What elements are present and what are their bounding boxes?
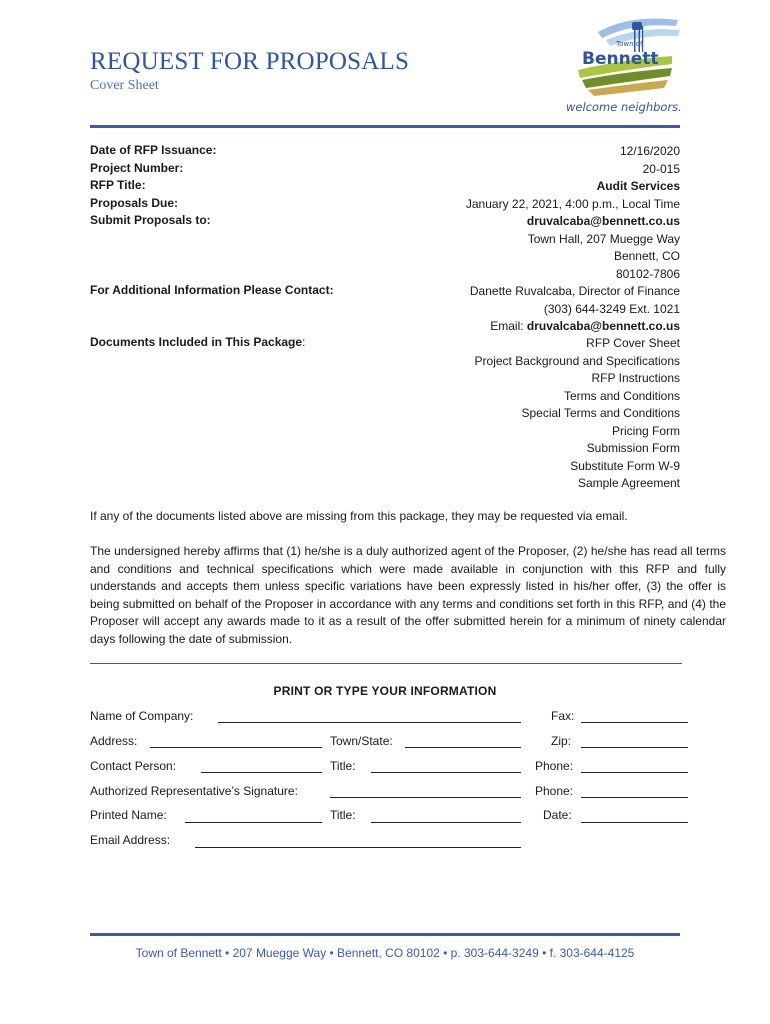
- title-label-1: Title:: [330, 759, 356, 773]
- document-item: Sample Agreement: [577, 476, 680, 490]
- document-item: Submission Form: [586, 441, 680, 455]
- contact-phone: (303) 644-3249 Ext. 1021: [543, 301, 680, 316]
- town-state-field[interactable]: [405, 747, 521, 748]
- document-subtitle: Cover Sheet: [90, 78, 159, 93]
- contact-person-label: Contact Person:: [90, 759, 177, 773]
- document-item: Project Background and Specifications: [474, 353, 680, 368]
- phone-field-1[interactable]: [581, 772, 688, 773]
- date-label-field: Date:: [543, 808, 572, 822]
- project-number-label: Project Number:: [90, 160, 184, 175]
- contact-name: Danette Ruvalcaba, Director of Finance: [469, 284, 680, 298]
- date-field[interactable]: [581, 822, 688, 823]
- document-title: REQUEST FOR PROPOSALS: [90, 48, 410, 75]
- signature-field[interactable]: [330, 797, 521, 798]
- document-item: Special Terms and Conditions: [521, 406, 680, 420]
- contact-email-link[interactable]: druvalcaba@bennett.co.us: [526, 319, 680, 333]
- rfp-title-value: Audit Services: [596, 179, 680, 193]
- documents-label-text: Documents Included in This Package: [90, 335, 303, 349]
- contact-email-prefix: Email:: [490, 319, 527, 333]
- logo-tagline: welcome neighbors.: [566, 100, 682, 114]
- missing-documents-notice: If any of the documents listed above are missing from this package, they may be requested via email.: [90, 509, 628, 523]
- document-item: Pricing Form: [611, 423, 680, 438]
- submit-address-line-2: Bennett, CO: [613, 249, 680, 263]
- submit-to-label: Submit Proposals to:: [90, 213, 211, 227]
- title-label-2: Title:: [330, 808, 356, 822]
- zip-label: Zip:: [551, 734, 572, 748]
- document-item: Substitute Form W-9: [570, 458, 680, 473]
- name-of-company-field[interactable]: [218, 722, 521, 723]
- submit-email-link[interactable]: druvalcaba@bennett.co.us: [526, 214, 680, 228]
- title-field-2[interactable]: [371, 822, 521, 823]
- date-value: 12/16/2020: [619, 144, 680, 158]
- contact-label: For Additional Information Please Contact:: [90, 283, 334, 297]
- printed-name-label: Printed Name:: [90, 808, 167, 822]
- proposals-due-label: Proposals Due:: [90, 195, 179, 210]
- date-label: Date of RFP Issuance:: [90, 143, 217, 157]
- signature-label: Authorized Representative’s Signature:: [90, 784, 298, 798]
- document-item: RFP Cover Sheet: [586, 336, 680, 350]
- document-item: Terms and Conditions: [563, 388, 680, 403]
- footer-divider: [90, 933, 680, 936]
- logo-town-name: Bennett: [582, 49, 659, 69]
- footer-contact: Town of Bennett • 207 Muegge Way • Bennett, CO 80102 • p. 303-644-3249 • f. 303-644-4125: [135, 946, 635, 960]
- zip-field[interactable]: [581, 747, 688, 748]
- phone-field-2[interactable]: [581, 797, 688, 798]
- rfp-title-label: RFP Title:: [90, 178, 146, 192]
- affirmation-paragraph: The undersigned hereby affirms that (1) he/she is a duly authorized agent of the Proposer, (2) he/she has read all terms and conditions and technical specifications which were made available in conjunction with this RFP and fully understands and accepts them unless specific variations have been expressly listed in his/her offer, (3) the offer is being submitted on behalf of the Proposer in accordance with any terms and conditions set forth in this RFP, and (4) the Proposer will accept any awards made to it as a result of the offer submitted herein for a minimum of ninety calendar days following the date of submission.: [90, 544, 726, 646]
- submit-address-line-1: Town Hall, 207 Muegge Way: [527, 231, 680, 246]
- title-field-1[interactable]: [371, 772, 521, 773]
- address-field[interactable]: [150, 747, 322, 748]
- name-of-company-label: Name of Company:: [90, 709, 194, 723]
- submit-address-line-3: 80102-7806: [615, 266, 680, 281]
- address-label: Address:: [90, 734, 138, 748]
- logo-small-text: Town of: [616, 40, 643, 48]
- proposals-due-value: January 22, 2021, 4:00 p.m., Local Time: [465, 196, 680, 211]
- documents-label-colon: :: [302, 335, 306, 349]
- printed-name-field[interactable]: [185, 822, 322, 823]
- fax-field[interactable]: [581, 722, 688, 723]
- phone-label-1: Phone:: [535, 759, 574, 773]
- document-item: RFP Instructions: [591, 371, 680, 385]
- phone-label-2: Phone:: [535, 784, 574, 798]
- fax-label: Fax:: [551, 709, 575, 723]
- form-heading: PRINT OR TYPE YOUR INFORMATION: [273, 684, 497, 698]
- town-state-label: Town/State:: [330, 734, 393, 748]
- email-address-field[interactable]: [195, 847, 521, 848]
- project-number-value: 20-015: [642, 161, 680, 176]
- contact-person-field[interactable]: [201, 772, 322, 773]
- email-address-label: Email Address:: [90, 833, 171, 847]
